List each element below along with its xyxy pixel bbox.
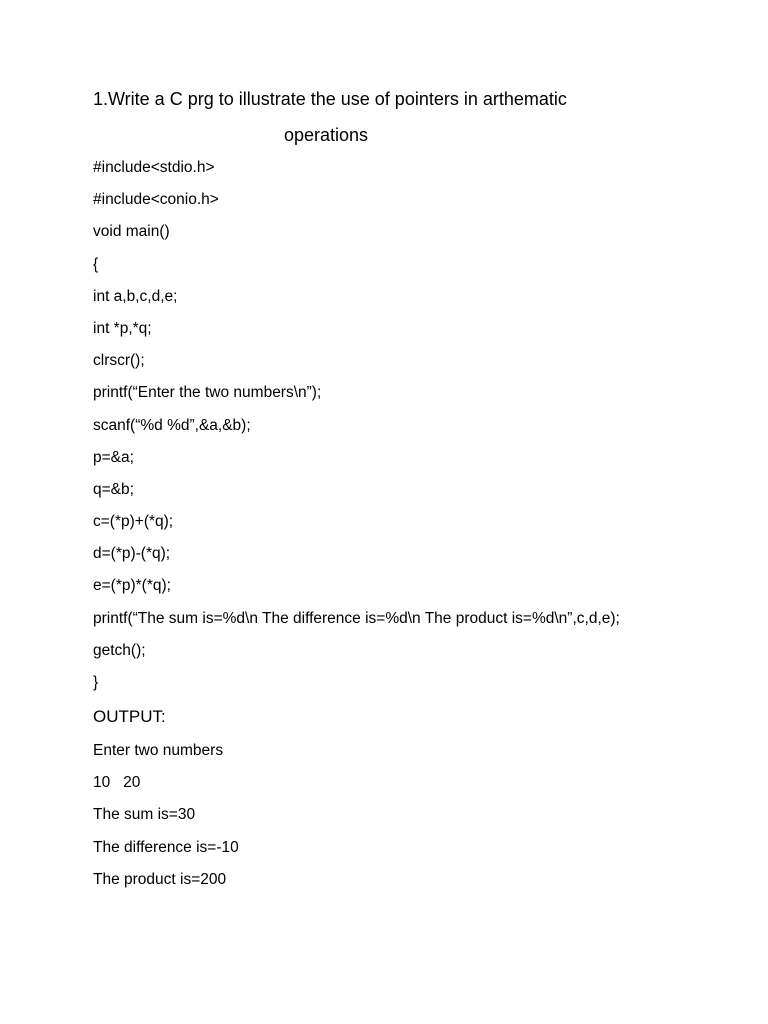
code-line: scanf(“%d %d”,&a,&b);: [93, 416, 251, 434]
output-line: The difference is=-10: [93, 838, 239, 856]
code-line: clrscr();: [93, 352, 145, 370]
code-line: #include<conio.h>: [93, 191, 219, 209]
code-line: d=(*p)-(*q);: [93, 545, 171, 563]
code-line: void main(): [93, 223, 170, 241]
code-line: #include<stdio.h>: [93, 159, 215, 176]
title-line-2: operations: [284, 125, 369, 145]
code-line: }: [93, 674, 99, 691]
code-listing: [93, 157, 620, 704]
code-line: {: [93, 255, 99, 273]
code-line: int *p,*q;: [93, 319, 152, 337]
code-line: printf(“Enter the two numbers\n”);: [93, 384, 322, 402]
code-line: getch();: [93, 641, 146, 659]
code-line: p=&a;: [93, 448, 134, 466]
output-heading: OUTPUT:: [93, 707, 166, 726]
output-line: The product is=200: [93, 870, 227, 888]
output-line: The sum is=30: [93, 806, 196, 824]
output-line: 10 20: [93, 774, 141, 792]
code-line: printf(“The sum is=%d\n The difference is=%d\n The product is=%d\n”,c,d,e);: [93, 609, 620, 627]
code-line: e=(*p)*(*q);: [93, 577, 171, 595]
code-line: q=&b;: [93, 480, 134, 498]
output-line: Enter two numbers: [93, 742, 224, 759]
output-listing: [93, 740, 239, 901]
code-line: c=(*p)+(*q);: [93, 513, 174, 531]
title-line-1: 1.Write a C prg to illustrate the use of pointers in arthematic: [93, 89, 567, 109]
code-line: int a,b,c,d,e;: [93, 287, 178, 305]
